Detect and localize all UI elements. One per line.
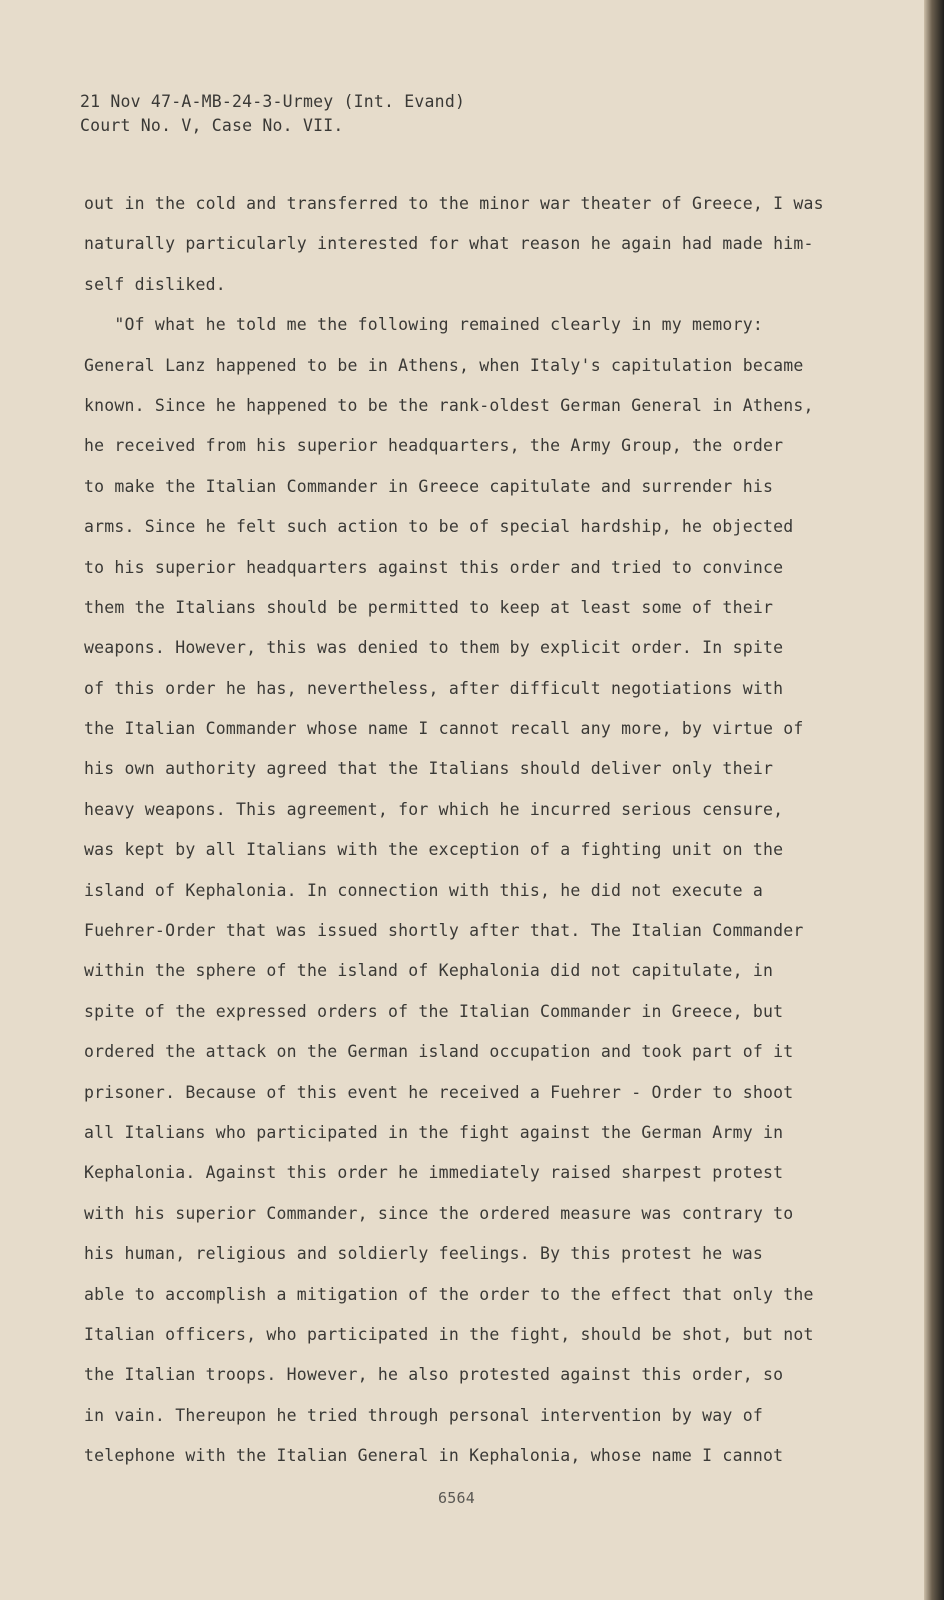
body-line: them the Italians should be permitted to keep at least some of their xyxy=(84,597,774,617)
scan-edge xyxy=(924,0,944,1600)
body-line: weapons. However, this was denied to them by explicit order. In spite xyxy=(84,638,784,658)
body-line: the Italian Commander whose name I cannot recall any more, by virtue of xyxy=(84,719,804,739)
body-line: ordered the attack on the German island occupation and took part of it xyxy=(84,1042,794,1062)
body-line: prisoner. Because of this event he received a Fuehrer - Order to shoot xyxy=(84,1082,794,1102)
body-line: known. Since he happened to be the rank-oldest German General in Athens, xyxy=(84,395,814,415)
body-text xyxy=(84,184,824,1477)
body-line: to his superior headquarters against this order and tried to convince xyxy=(84,557,784,577)
body-line: Kephalonia. Against this order he immediately raised sharpest protest xyxy=(84,1163,784,1183)
body-line: he received from his superior headquarters, the Army Group, the order xyxy=(84,436,784,456)
body-line: "Of what he told me the following remained clearly in my memory: xyxy=(84,315,763,335)
body-line: arms. Since he felt such action to be of special hardship, he objected xyxy=(84,517,794,537)
header-line-1: 21 Nov 47-A-MB-24-3-Urmey (Int. Evand) xyxy=(80,92,466,111)
header-line-2: Court No. V, Case No. VII. xyxy=(80,116,344,135)
body-line: his human, religious and soldierly feelings. By this protest he was xyxy=(84,1244,763,1264)
document-header xyxy=(80,90,465,138)
body-line: of this order he has, nevertheless, after difficult negotiations with xyxy=(84,678,784,698)
body-line: within the sphere of the island of Kephalonia did not capitulate, in xyxy=(84,961,774,981)
body-line: his own authority agreed that the Italians should deliver only their xyxy=(84,759,774,779)
body-line: General Lanz happened to be in Athens, when Italy's capitulation became xyxy=(84,355,804,375)
body-line: all Italians who participated in the fight against the German Army in xyxy=(84,1122,784,1142)
body-line: self disliked. xyxy=(84,274,226,294)
body-line: Italian officers, who participated in the fight, should be shot, but not xyxy=(84,1324,814,1344)
body-line: to make the Italian Commander in Greece capitulate and surrender his xyxy=(84,476,774,496)
body-line: telephone with the Italian General in Kephalonia, whose name I cannot xyxy=(84,1446,784,1466)
body-line: in vain. Thereupon he tried through personal intervention by way of xyxy=(84,1405,763,1425)
body-line: with his superior Commander, since the ordered measure was contrary to xyxy=(84,1203,794,1223)
body-line: heavy weapons. This agreement, for which he incurred serious censure, xyxy=(84,799,784,819)
body-line: was kept by all Italians with the exception of a fighting unit on the xyxy=(84,840,784,860)
body-line: the Italian troops. However, he also protested against this order, so xyxy=(84,1365,784,1385)
body-line: island of Kephalonia. In connection with this, he did not execute a xyxy=(84,880,763,900)
body-line: out in the cold and transferred to the minor war theater of Greece, I was xyxy=(84,194,824,213)
body-line: spite of the expressed orders of the Italian Commander in Greece, but xyxy=(84,1001,784,1021)
body-line: Fuehrer-Order that was issued shortly after that. The Italian Commander xyxy=(84,921,804,941)
page-number: 6564 xyxy=(438,1489,475,1507)
body-line: able to accomplish a mitigation of the order to the effect that only the xyxy=(84,1284,814,1304)
body-line: naturally particularly interested for what reason he again had made him- xyxy=(84,234,814,254)
